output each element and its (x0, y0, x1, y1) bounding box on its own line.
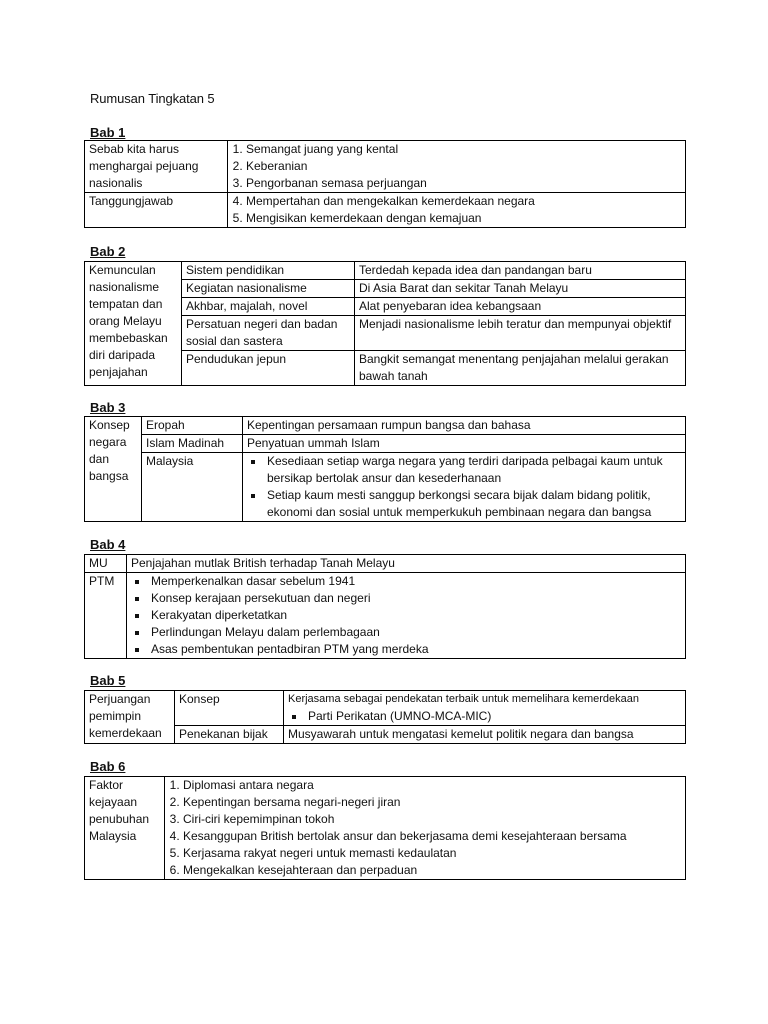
bab2-factor-cell: Sistem pendidikan (182, 262, 355, 280)
bab4-table (84, 554, 686, 659)
bab3-name-cell: Islam Madinah (142, 435, 243, 453)
table-row (85, 453, 686, 522)
bab2-factor-cell: Persatuan negeri dan badan sosial dan sastera (182, 316, 355, 351)
bab2-table (84, 261, 686, 386)
bab3-heading: Bab 3 (90, 400, 126, 415)
bab3-topic-cell: Konsep negara dan bangsa (85, 417, 142, 522)
table-row (85, 573, 686, 659)
table-row (85, 435, 686, 453)
bab5-konsep-desc: Kerjasama sebagai pendekatan terbaik untuk memelihara kemerdekaan (288, 693, 639, 705)
bab3-table (84, 416, 686, 522)
bab6-factor-list (169, 777, 681, 879)
table-row (85, 193, 686, 228)
list-item: 1. Diplomasi antara negara (183, 777, 681, 794)
bab2-factor-cell: Akhbar, majalah, novel (182, 298, 355, 316)
bab6-topic-cell: Faktor kejayaan penubuhan Malaysia (85, 777, 165, 880)
bab2-effect-cell: Bangkit semangat menentang penjajahan melalui gerakan bawah tanah (355, 351, 686, 386)
bab1-responsibility-list (232, 193, 681, 227)
bab3-desc-cell (243, 453, 686, 522)
list-item: 3. Pengorbanan semasa perjuangan (246, 175, 681, 192)
bab5-konsep-desc-cell (284, 691, 686, 726)
bab3-name-cell: Eropah (142, 417, 243, 435)
bab1-reason-list-cell (228, 141, 686, 193)
bab4-ptm-list-cell (127, 573, 686, 659)
bab4-heading: Bab 4 (90, 537, 126, 552)
bab4-mu-cell: MU (85, 555, 127, 573)
bab1-table (84, 140, 686, 228)
list-item: ▪ Perlindungan Melayu dalam perlembagaan (149, 624, 681, 641)
bab5-konsep-cell: Konsep (175, 691, 284, 726)
list-item: ▪ Konsep kerajaan persekutuan dan negeri (149, 590, 681, 607)
table-row (85, 726, 686, 744)
bab6-heading: Bab 6 (90, 759, 126, 774)
bab5-konsep-list (288, 708, 681, 725)
table-row (85, 141, 686, 193)
list-item: ▪ Kesediaan setiap warga negara yang terdiri daripada pelbagai kaum untuk bersikap bertolak ansur dan kesederhanaan (265, 453, 681, 487)
document-title: Rumusan Tingkatan 5 (90, 91, 215, 106)
list-item: ▪ Setiap kaum mesti sanggup berkongsi secara bijak dalam bidang politik, ekonomi dan sosial untuk memperkukuh pembinaan negara dan bangsa (265, 487, 681, 521)
list-item: 5. Kerjasama rakyat negeri untuk memasti kedaulatan (183, 845, 681, 862)
list-item: 4. Mempertahan dan mengekalkan kemerdekaan negara (246, 193, 681, 210)
list-item: 4. Kesanggupan British bertolak ansur dan bekerjasama demi kesejahteraan bersama (183, 828, 681, 845)
table-row (85, 691, 686, 726)
bab6-table (84, 776, 686, 880)
bab2-effect-cell: Di Asia Barat dan sekitar Tanah Melayu (355, 280, 686, 298)
bab2-effect-cell: Alat penyebaran idea kebangsaan (355, 298, 686, 316)
bab6-list-cell (165, 777, 686, 880)
bab1-heading: Bab 1 (90, 125, 126, 140)
bab4-ptm-cell: PTM (85, 573, 127, 659)
table-row (85, 777, 686, 880)
bab1-reason-cell: Sebab kita harus menghargai pejuang nasionalis (85, 141, 228, 193)
bab2-effect-cell: Terdedah kepada idea dan pandangan baru (355, 262, 686, 280)
bab2-factor-cell: Kegiatan nasionalisme (182, 280, 355, 298)
bab4-ptm-list (131, 573, 681, 658)
bab5-penekanan-desc-cell: Musyawarah untuk mengatasi kemelut politik negara dan bangsa (284, 726, 686, 744)
list-item: ▪ Memperkenalkan dasar sebelum 1941 (149, 573, 681, 590)
list-item: ▪ Asas pembentukan pentadbiran PTM yang merdeka (149, 641, 681, 658)
bab1-responsibility-list-cell (228, 193, 686, 228)
bab2-topic-cell: Kemunculan nasionalisme tempatan dan orang Melayu membebaskan diri daripada penjajahan (85, 262, 182, 386)
table-row (85, 555, 686, 573)
table-row (85, 417, 686, 435)
bab3-malaysia-list (247, 453, 681, 521)
bab1-responsibility-cell: Tanggungjawab (85, 193, 228, 228)
bab2-heading: Bab 2 (90, 244, 126, 259)
list-item: 2. Keberanian (246, 158, 681, 175)
list-item: 2. Kepentingan bersama negari-negeri jiran (183, 794, 681, 811)
list-item: 5. Mengisikan kemerdekaan dengan kemajuan (246, 210, 681, 227)
bab2-effect-cell: Menjadi nasionalisme lebih teratur dan mempunyai objektif (355, 316, 686, 351)
bab3-desc-cell: Penyatuan ummah Islam (243, 435, 686, 453)
bab5-heading: Bab 5 (90, 673, 126, 688)
list-item: ▪ Kerakyatan diperketatkan (149, 607, 681, 624)
table-row (85, 262, 686, 280)
bab5-penekanan-cell: Penekanan bijak (175, 726, 284, 744)
list-item: 6. Mengekalkan kesejahteraan dan perpaduan (183, 862, 681, 879)
list-item: ▪ Parti Perikatan (UMNO-MCA-MIC) (306, 708, 681, 725)
bab2-factor-cell: Pendudukan jepun (182, 351, 355, 386)
bab3-desc-cell: Kepentingan persamaan rumpun bangsa dan bahasa (243, 417, 686, 435)
list-item: 3. Ciri-ciri kepemimpinan tokoh (183, 811, 681, 828)
bab1-reason-list (232, 141, 681, 192)
bab5-topic-cell: Perjuangan pemimpin kemerdekaan (85, 691, 175, 744)
list-item: 1. Semangat juang yang kental (246, 141, 681, 158)
bab4-mu-desc-cell: Penjajahan mutlak British terhadap Tanah Melayu (127, 555, 686, 573)
bab5-table (84, 690, 686, 744)
bab3-name-cell: Malaysia (142, 453, 243, 522)
